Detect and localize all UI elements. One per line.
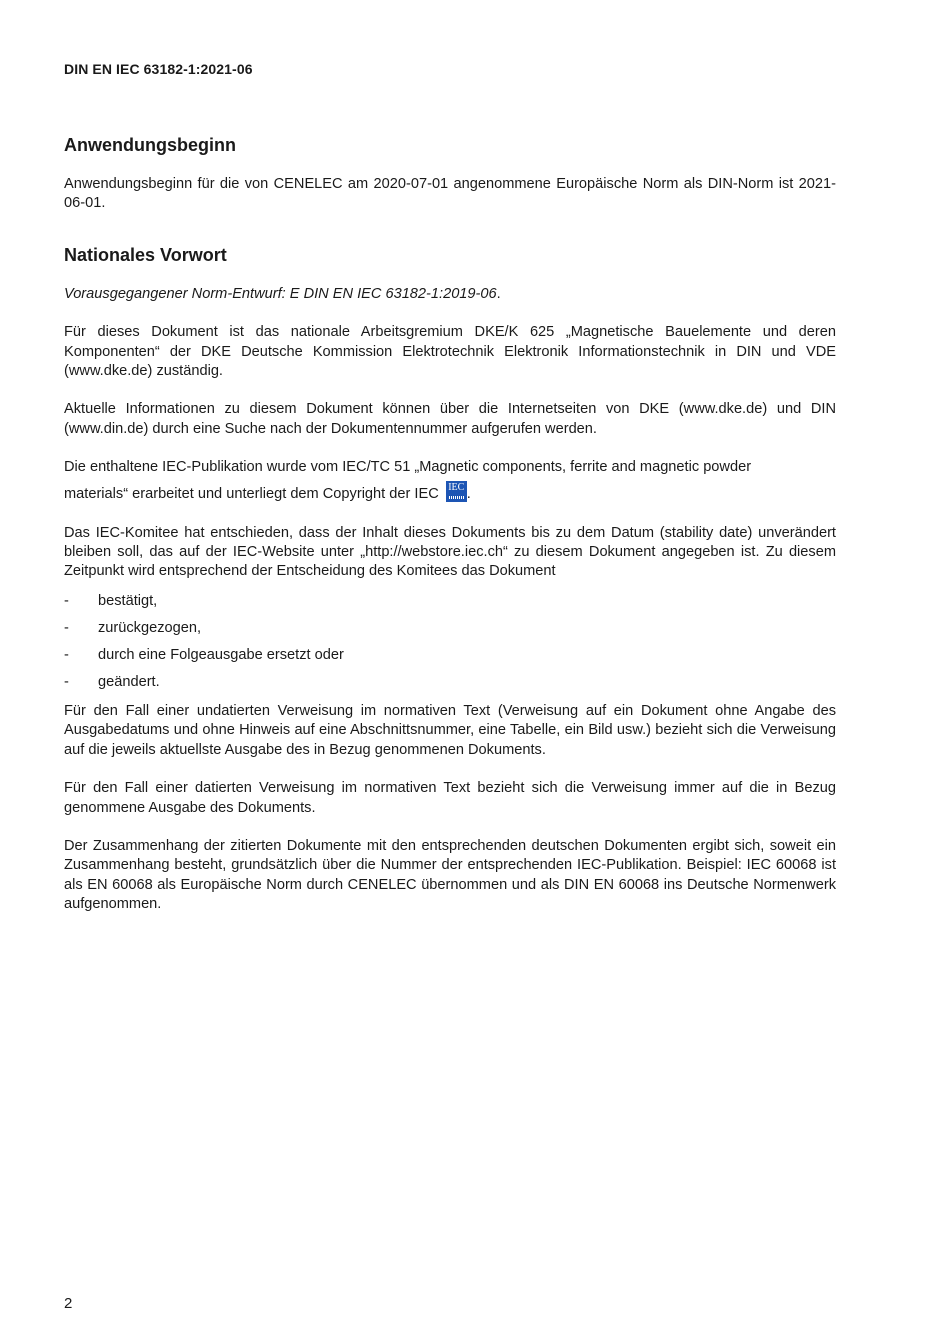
- section-title-anwendungsbeginn: Anwendungsbeginn: [64, 135, 236, 155]
- list-item-text: durch eine Folgeausgabe ersetzt oder: [98, 646, 344, 663]
- previous-draft-paragraph: [64, 285, 836, 304]
- relationship-paragraph: Der Zusammenhang der zitierten Dokumente mit den entsprechenden deutschen Dokumenten ergibt sich, soweit ein Zusammenhang besteht, grundsätzlich über die Nummer der entsprechenden IEC-Publikation. Beispiel: IEC 60068 ist als EN 60068 als Europäische Norm durch CENELEC übernommen und als DIN EN 60068 ins Deutsche Normenwerk aufgenommen.: [64, 837, 836, 913]
- iec-logo-text: IEC: [448, 481, 465, 493]
- list-item: [64, 673, 836, 700]
- information-paragraph: Aktuelle Informationen zu diesem Dokument können über die Internetseiten von DKE (www.dke.de) und DIN (www.din.de) durch eine Suche nach der Dokumentennummer aufgerufen werden.: [64, 401, 836, 437]
- list-item: [64, 592, 836, 619]
- list-dash: -: [64, 646, 69, 663]
- iec-logo-bar: [449, 496, 464, 499]
- dated-reference-paragraph: Für den Fall einer datierten Verweisung im normativen Text bezieht sich die Verweisung immer auf die in Bezug genommene Ausgabe des Dokuments.: [64, 780, 836, 816]
- undated-reference-paragraph: Für den Fall einer undatierten Verweisung im normativen Text (Verweisung auf ein Dokument ohne Angabe des Ausgabedatums und ohne Hinweis auf eine Abschnittsnummer, eine Tabelle, ein Bild usw.) bezieht sich die Verweisung auf die jeweils aktuellste Ausgabe des in Bezug genommenen Dokuments.: [64, 702, 836, 758]
- list-item-text: bestätigt,: [98, 592, 158, 609]
- iec-publication-line-2-period: .: [466, 486, 471, 503]
- decision-list: [64, 592, 836, 700]
- previous-draft-period: .: [496, 285, 501, 302]
- iec-publication-paragraph: [64, 458, 836, 504]
- document-code: DIN EN IEC 63182-1:2021-06: [64, 61, 253, 77]
- iec-logo-icon: [446, 481, 467, 502]
- list-item: [64, 619, 836, 646]
- list-dash: -: [64, 619, 69, 636]
- list-dash: -: [64, 673, 69, 690]
- section-title-nationales-vorwort: Nationales Vorwort: [64, 244, 227, 265]
- anwendungsbeginn-text: Anwendungsbeginn für die von CENELEC am 2020-07-01 angenommene Europäische Norm als DIN-Norm ist 2021-06-01.: [64, 176, 836, 212]
- list-item: [64, 646, 836, 673]
- document-body: [64, 133, 836, 915]
- stability-paragraph: Das IEC-Komitee hat entschieden, dass der Inhalt dieses Dokuments bis zu dem Datum (stability date) unverändert bleiben soll, das auf der IEC-Website unter „http://webstore.iec.ch“ zu diesem Dokument angegeben ist. Zu diesem Zeitpunkt wird entsprechend der Entscheidung des Komitees das Dokument: [64, 524, 836, 580]
- iec-publication-line-2: [64, 481, 836, 505]
- list-item-text: zurückgezogen,: [98, 619, 202, 636]
- iec-publication-line-1: Die enthaltene IEC-Publikation wurde vom IEC/TC 51 „Magnetic components, ferrite and magnetic powder: [64, 459, 752, 476]
- page-number: 2: [64, 1295, 73, 1312]
- iec-publication-line-2-text: materials“ erarbeitet und unterliegt dem Copyright der IEC: [64, 486, 439, 503]
- list-item-text: geändert.: [98, 673, 160, 690]
- previous-draft-text: Vorausgegangener Norm-Entwurf: E DIN EN IEC 63182-1:2019-06: [64, 285, 497, 302]
- list-dash: -: [64, 592, 69, 609]
- responsibility-paragraph: Für dieses Dokument ist das nationale Arbeitsgremium DKE/K 625 „Magnetische Bauelemente und deren Komponenten“ der DKE Deutsche Kommission Elektrotechnik Elektronik Informationstechnik in DIN und VDE (www.dke.de) zuständig.: [64, 324, 836, 380]
